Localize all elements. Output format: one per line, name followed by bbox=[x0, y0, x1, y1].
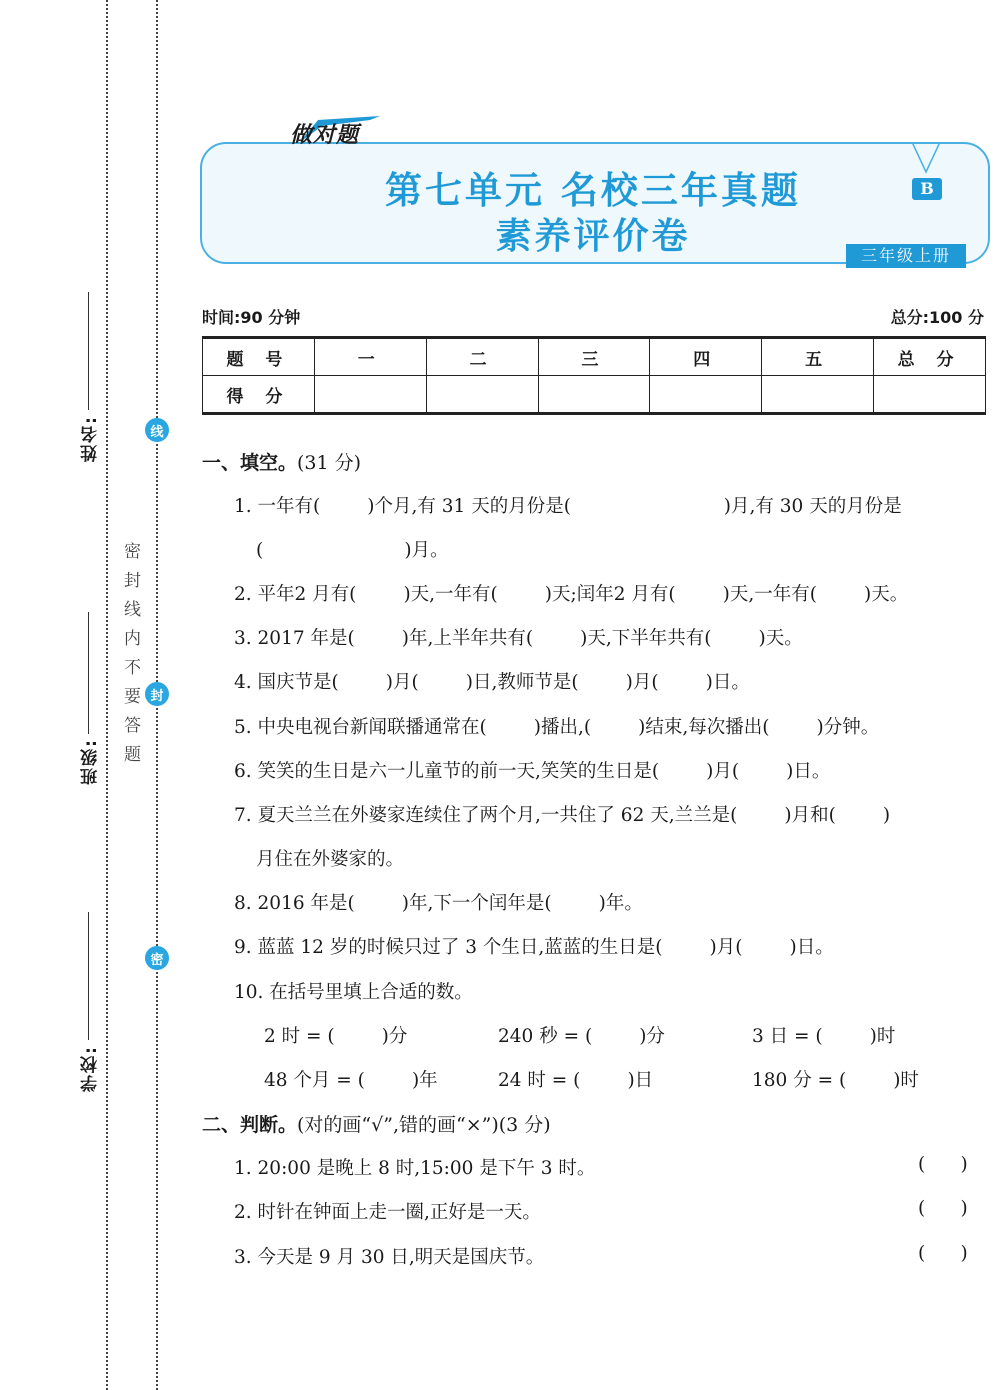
question-7: 7. 夏天兰兰在外婆家连续住了两个月,一共住了 62 天,兰兰是( )月和( ) bbox=[234, 805, 891, 826]
seal-mi: 密 bbox=[145, 946, 169, 970]
score-row-label: 得 分 bbox=[203, 376, 315, 414]
total-info bbox=[891, 305, 984, 328]
school-label: 学校: bbox=[80, 1045, 101, 1092]
question-6: 6. 笑笑的生日是六一儿童节的前一天,笑笑的生日是( )月( )日。 bbox=[234, 761, 831, 782]
version-badge: B bbox=[912, 178, 942, 200]
table-header-cell: 四 bbox=[650, 338, 762, 376]
question-7-cont: 月住在外婆家的。 bbox=[256, 849, 405, 870]
name-label: 姓名: bbox=[80, 415, 101, 462]
table-row bbox=[203, 376, 986, 414]
section1-score: (31 分) bbox=[297, 452, 362, 474]
name-line[interactable] bbox=[88, 292, 89, 410]
grade-label: 三年级上册 bbox=[846, 244, 966, 268]
logo: 做对题 bbox=[290, 123, 360, 148]
answer-paren[interactable]: ( ) bbox=[918, 1154, 968, 1175]
page-subtitle: 素养评价卷 bbox=[495, 216, 691, 257]
table-row bbox=[203, 338, 986, 376]
class-label: 班级: bbox=[80, 738, 101, 785]
dotted-line-inner bbox=[106, 0, 108, 1390]
table-header-cell: 题 号 bbox=[203, 338, 315, 376]
question-2: 2. 平年2 月有( )天,一年有( )天;闰年2 月有( )天,一年有( )天。 bbox=[234, 584, 909, 605]
badge-ribbon-icon bbox=[908, 142, 944, 180]
question-3: 3. 2017 年是( )年,上半年共有( )天,下半年共有( )天。 bbox=[234, 628, 803, 649]
conversion-item: 48 个月 = ( )年 bbox=[264, 1070, 438, 1091]
total-text: 总分:100 分 bbox=[890, 308, 984, 327]
question-9: 9. 蓝蓝 12 岁的时候只过了 3 个生日,蓝蓝的生日是( )月( )日。 bbox=[234, 937, 834, 958]
table-header-cell: 总 分 bbox=[874, 338, 986, 376]
table-header-cell: 五 bbox=[762, 338, 874, 376]
school-line[interactable] bbox=[88, 912, 89, 1040]
section1-heading: 一、填空。 bbox=[202, 452, 298, 474]
section2-heading: 二、判断。 bbox=[202, 1114, 298, 1136]
score-cell[interactable] bbox=[874, 376, 986, 414]
score-cell[interactable] bbox=[426, 376, 538, 414]
seal-xian: 线 bbox=[145, 418, 169, 442]
conversion-item: 3 日 = ( )时 bbox=[752, 1026, 896, 1047]
judge-question-1: 1. 20:00 是晚上 8 时,15:00 是下午 3 时。 bbox=[234, 1158, 596, 1179]
school-field bbox=[60, 1045, 120, 1092]
section2-instruction: (对的画“√”,错的画“×”)(3 分) bbox=[297, 1114, 551, 1136]
section1-title bbox=[202, 448, 361, 475]
question-10: 10. 在括号里填上合适的数。 bbox=[234, 982, 473, 1003]
seal-feng: 封 bbox=[145, 682, 169, 706]
score-cell[interactable] bbox=[650, 376, 762, 414]
conversion-item: 240 秒 = ( )分 bbox=[498, 1026, 665, 1047]
time-info bbox=[202, 305, 300, 328]
score-table bbox=[202, 336, 986, 415]
class-line[interactable] bbox=[88, 612, 89, 734]
page-title: 第七单元 名校三年真题 bbox=[385, 169, 801, 212]
conversion-item: 24 时 = ( )日 bbox=[498, 1070, 654, 1091]
question-1: 1. 一年有( )个月,有 31 天的月份是( )月,有 30 天的月份是 bbox=[234, 496, 902, 517]
time-text: 时间:90 分钟 bbox=[202, 308, 301, 327]
question-4: 4. 国庆节是( )月( )日,教师节是( )月( )日。 bbox=[234, 672, 750, 693]
seal-note: 密封线内不要答题 bbox=[120, 542, 140, 774]
judge-question-3: 3. 今天是 9 月 30 日,明天是国庆节。 bbox=[234, 1247, 545, 1268]
judge-question-2: 2. 时针在钟面上走一圈,正好是一天。 bbox=[234, 1202, 541, 1223]
section2-title bbox=[202, 1110, 551, 1137]
score-cell[interactable] bbox=[314, 376, 426, 414]
question-1-cont: ( )月。 bbox=[256, 540, 449, 561]
conversion-item: 180 分 = ( )时 bbox=[752, 1070, 919, 1091]
table-header-cell: 一 bbox=[314, 338, 426, 376]
binding-margin bbox=[0, 0, 200, 1390]
question-8: 8. 2016 年是( )年,下一个闰年是( )年。 bbox=[234, 893, 643, 914]
answer-paren[interactable]: ( ) bbox=[918, 1243, 968, 1264]
conversion-item: 2 时 = ( )分 bbox=[264, 1026, 408, 1047]
table-header-cell: 二 bbox=[426, 338, 538, 376]
question-5: 5. 中央电视台新闻联播通常在( )播出,( )结束,每次播出( )分钟。 bbox=[234, 717, 880, 738]
answer-paren[interactable]: ( ) bbox=[918, 1198, 968, 1219]
table-header-cell: 三 bbox=[538, 338, 650, 376]
score-cell[interactable] bbox=[538, 376, 650, 414]
class-field bbox=[60, 738, 120, 785]
name-field bbox=[60, 415, 120, 462]
score-cell[interactable] bbox=[762, 376, 874, 414]
